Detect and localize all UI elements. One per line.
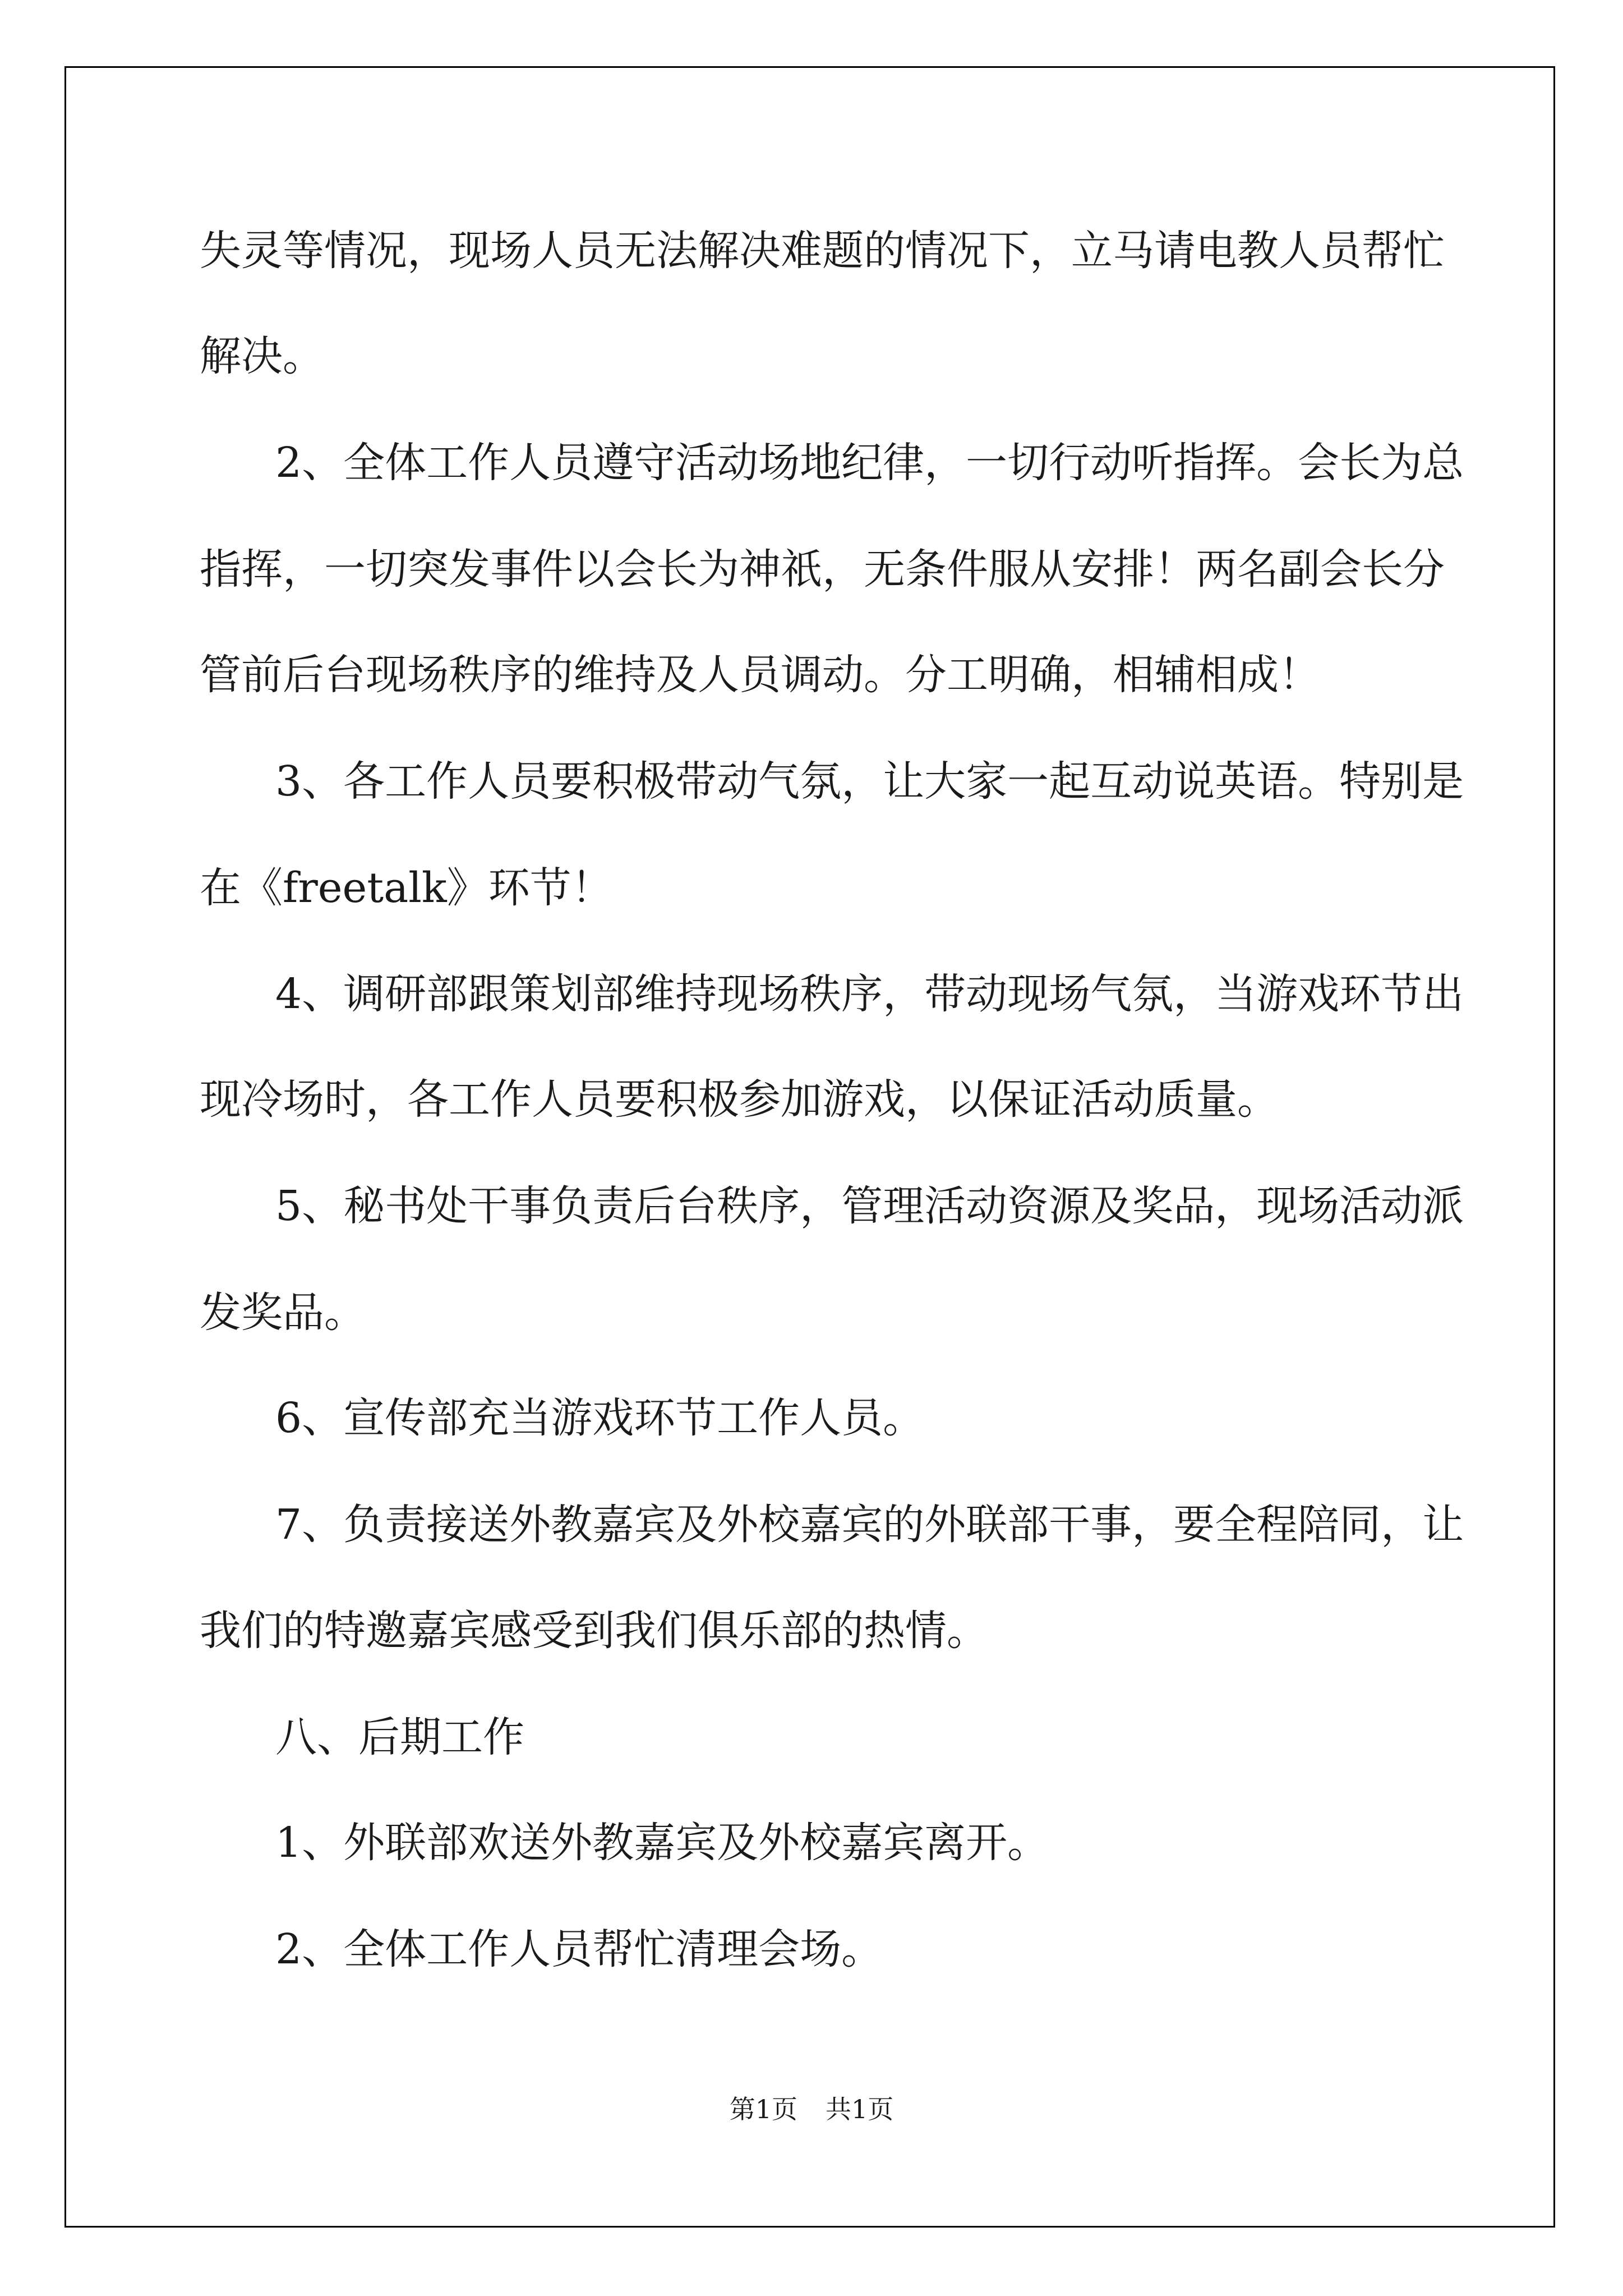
text-line: 1、外联部欢送外教嘉宾及外校嘉宾离开。 — [275, 1819, 1049, 1867]
section-heading: 八、后期工作 — [275, 1713, 524, 1761]
text-line: 2、全体工作人员帮忙清理会场。 — [275, 1925, 883, 1973]
text-line: 解决。 — [200, 332, 324, 380]
text-line: 2、全体工作人员遵守活动场地纪律，一切行动听指挥。会长为总 — [275, 439, 1464, 487]
text-line: 4、调研部跟策划部维持现场秩序，带动现场气氛，当游戏环节出 — [275, 970, 1464, 1018]
text-line: 3、各工作人员要积极带动气氛，让大家一起互动说英语。特别是 — [275, 757, 1464, 806]
text-line: 失灵等情况，现场人员无法解决难题的情况下，立马请电教人员帮忙 — [200, 227, 1445, 275]
text-line: 发奖品。 — [200, 1289, 366, 1337]
page-border — [64, 66, 1555, 2228]
text-line: 管前后台现场秩序的维持及人员调动。分工明确，相辅相成！ — [200, 651, 1320, 699]
text-line: 我们的特邀嘉宾感受到我们俱乐部的热情。 — [200, 1607, 988, 1655]
text-line: 6、宣传部充当游戏环节工作人员。 — [275, 1394, 925, 1442]
text-line: 现冷场时，各工作人员要积极参加游戏，以保证活动质量。 — [200, 1075, 1279, 1124]
page-number-total: 共1页 — [826, 2094, 894, 2124]
text-line: 5、秘书处干事负责后台秩序，管理活动资源及奖品，现场活动派 — [275, 1182, 1464, 1230]
page-number-current: 第1页 — [729, 2094, 797, 2124]
text-line: 指挥，一切突发事件以会长为神祇，无条件服从安排！两名副会长分 — [200, 545, 1445, 593]
text-line: 在《freetalk》环节！ — [200, 864, 613, 912]
text-line: 7、负责接送外教嘉宾及外校嘉宾的外联部干事，要全程陪同，让 — [275, 1501, 1464, 1549]
page-footer — [0, 2092, 1623, 2126]
